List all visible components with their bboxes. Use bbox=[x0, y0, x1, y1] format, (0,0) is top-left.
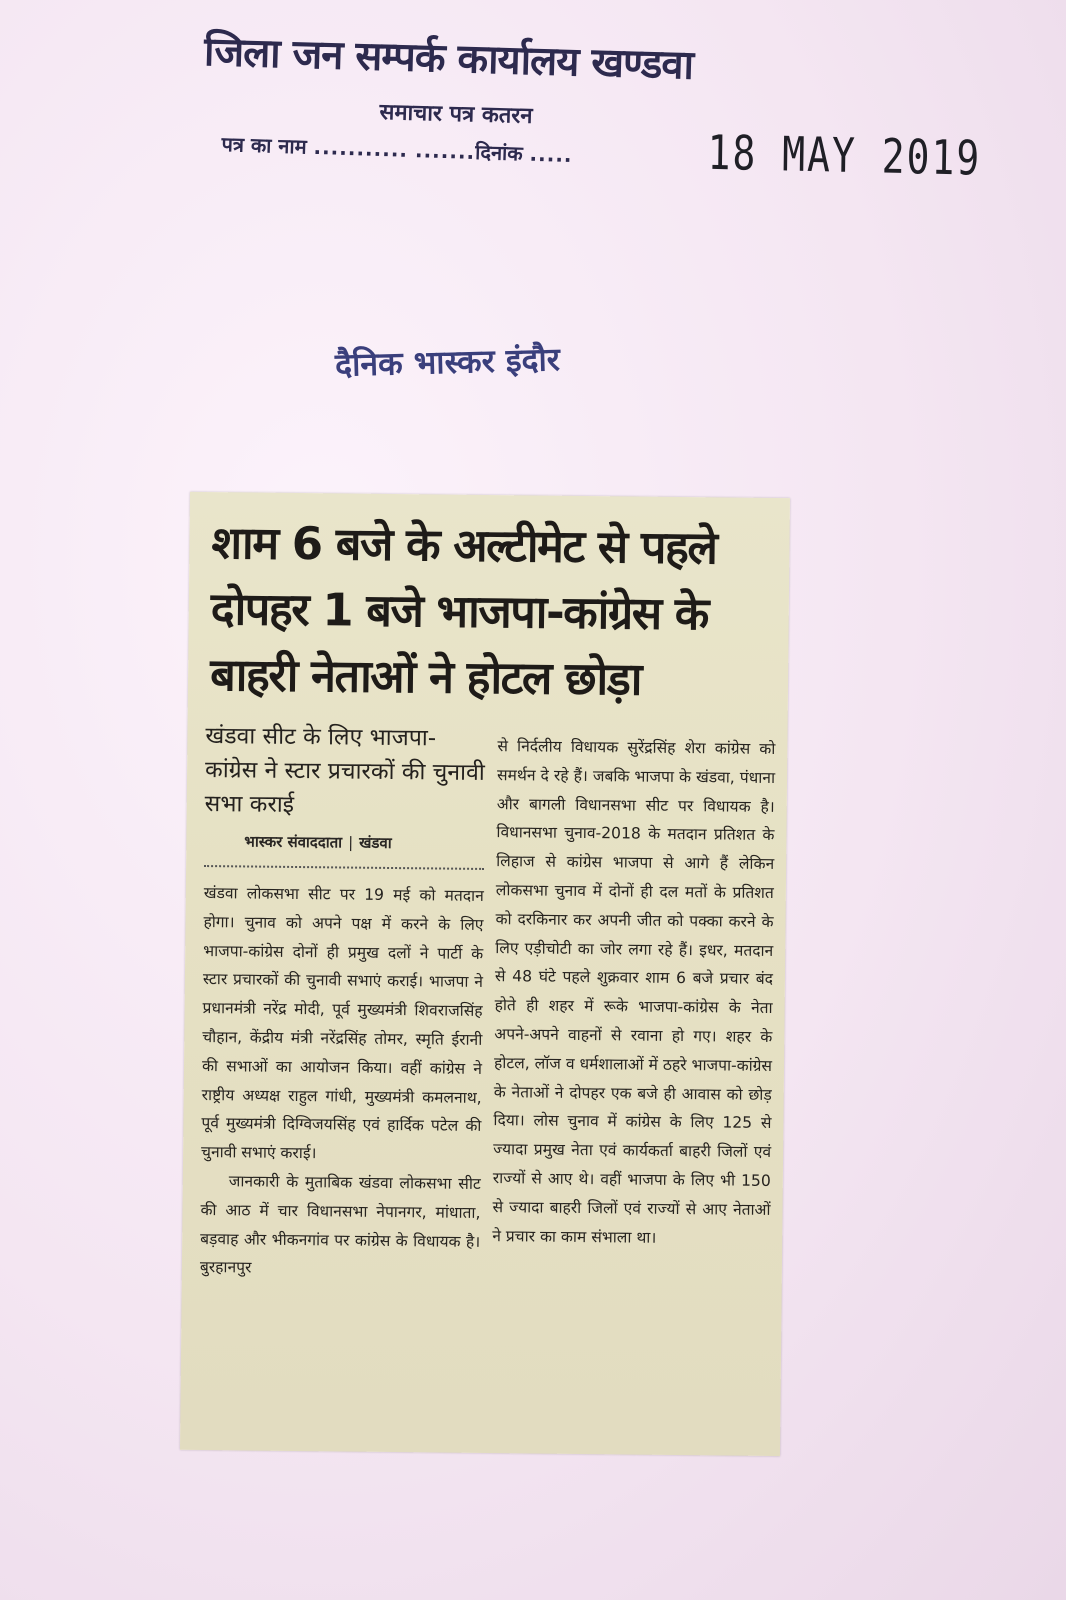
dotted-blank: ....... bbox=[414, 138, 476, 164]
office-stamp-subtitle: समाचार पत्र कतरन bbox=[379, 99, 533, 129]
article-byline bbox=[204, 831, 484, 854]
office-stamp-fields bbox=[221, 130, 573, 168]
dotted-divider bbox=[204, 865, 484, 870]
article-column-right bbox=[492, 732, 775, 1253]
newspaper-name-stamp: दैनिक भास्कर इंदौर bbox=[334, 340, 561, 384]
article-paragraph: जानकारी के मुताबिक खंडवा लोकसभा सीट की आठ में चार विधानसभा नेपानगर, मांधाता, बड़वाह और भीकनगांव पर कांग्रेस के विधायक है। बुरहानपुर bbox=[199, 1172, 481, 1277]
newspaper-clipping bbox=[180, 492, 790, 1456]
headline-line: बाहरी नेताओं ने होटल छोड़ा bbox=[209, 648, 642, 706]
article-paragraph: खंडवा लोकसभा सीट पर 19 मई को मतदान होगा। चुनाव को अपने पक्ष में करने के लिए भाजपा-कांग्रेस दोनों ही प्रमुख दलों ने पार्टी के स्टार प्रचारकों की चुनावी सभाएं कराई। भाजपा ने प्रधानमंत्री नरेंद्र मोदी, पूर्व मुख्यमंत्री शिवराजसिंह चौहान, केंद्रीय मंत्री नरेंद्रसिंह तोमर, स्मृति ईरानी की सभाओं का आयोजन किया। वहीं कांग्रेस ने राष्ट्रीय अध्यक्ष राहुल गांधी, मुख्यमंत्री कमलनाथ, पूर्व मुख्यमंत्री दिग्विजयसिंह एवं हार्दिक पटेल की चुनावी सभाएं कराई। bbox=[201, 884, 484, 1163]
headline-line: दोपहर 1 बजे भाजपा-कांग्रेस के bbox=[210, 582, 709, 641]
byline-separator: | bbox=[348, 833, 354, 852]
date-label: दिनांक bbox=[474, 139, 524, 166]
date-stamp: 18 MAY 2019 bbox=[707, 125, 982, 186]
byline-place: खंडवा bbox=[359, 833, 392, 852]
article-column-left bbox=[200, 719, 486, 1285]
byline-author: भास्कर संवाददाता bbox=[244, 832, 343, 852]
article-subheadline: खंडवा सीट के लिए भाजपा-कांग्रेस ने स्टार प्रचारकों की चुनावी सभा कराई bbox=[204, 723, 485, 818]
office-stamp-title: जिला जन सम्पर्क कार्यालय खण्डवा bbox=[203, 28, 694, 89]
dotted-blank: ........... bbox=[313, 134, 409, 162]
article-headline bbox=[210, 510, 782, 714]
dotted-blank: ..... bbox=[529, 141, 573, 168]
headline-line: शाम 6 बजे के अल्टीमेट से पहले bbox=[211, 516, 717, 575]
article-paragraph: से निर्दलीय विधायक सुरेंद्रसिंह शेरा कांग्रेस को समर्थन दे रहे हैं। जबकि भाजपा के खंडवा, पंधाना और बागली विधानसभा सीट पर विधायक है। विधानसभा चुनाव-2018 के मतदान प्रतिशत के लिहाज से कांग्रेस भाजपा से आगे हैं लेकिन लोकसभा चुनाव में दोनों ही दल मतों के प्रतिशत को दरकिनार कर अपनी जीत को पक्का करने के लिए एड़ीचोटी का जोर लगा रहे हैं। इधर, मतदान से 48 घंटे पहले शुक्रवार शाम 6 बजे प्रचार बंद होते ही शहर में रूके भाजपा-कांग्रेस के नेता अपने-अपने वाहनों से रवाना हो गए। शहर के होटल, लॉज व धर्मशालाओं में ठहरे भाजपा-कांग्रेस के नेताओं ने दोपहर एक बजे ही आवास को छोड़ दिया। लोस चुनाव में कांग्रेस के लिए 125 से ज्यादा प्रमुख नेता एवं कार्यकर्ता बाहरी जिलों एवं राज्यों से आए थे। वहीं भाजपा के लिए भी 150 से ज्यादा बाहरी जिलों एवं राज्यों से आए नेताओं ने प्रचार का काम संभाला था। bbox=[492, 737, 776, 1247]
paper-name-label: पत्र का नाम bbox=[221, 131, 308, 159]
